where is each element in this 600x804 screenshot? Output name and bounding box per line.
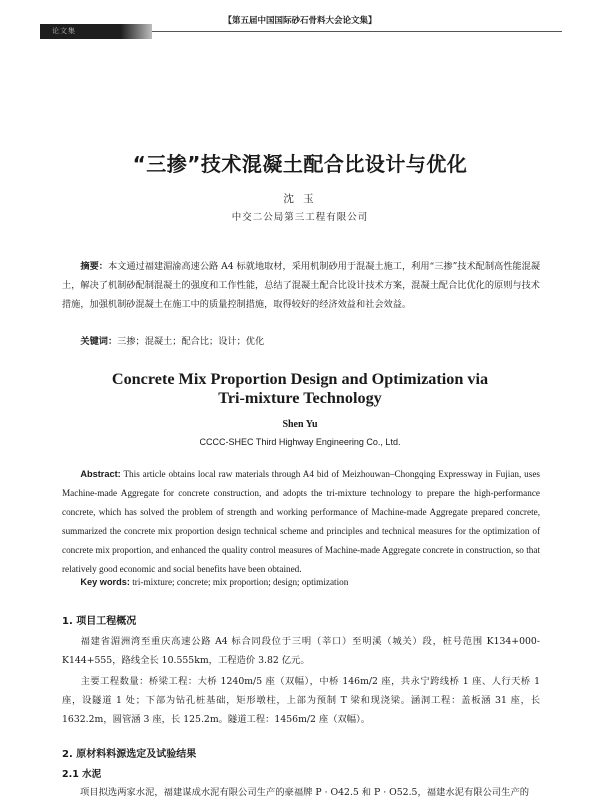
chinese-keywords-text: 三掺；混凝土；配合比；设计；优化 [117, 336, 265, 347]
english-affiliation: CCCC-SHEC Third Highway Engineering Co., Ltd. [199, 437, 401, 447]
running-head: 【第五届中国国际砂石骨料大会论文集】 [223, 16, 377, 26]
english-title [0, 370, 600, 408]
english-keywords [62, 575, 540, 590]
section-2-heading: 2. 原材料料源选定及试验结果 [62, 749, 197, 760]
chinese-abstract [62, 257, 540, 314]
corner-tab [40, 24, 152, 39]
english-keywords-label: Key words: [80, 577, 130, 587]
english-title-line1: Concrete Mix Proportion Design and Optimization via [111, 370, 489, 388]
chinese-keywords [62, 333, 540, 350]
chinese-author: 沈 玉 [283, 193, 317, 205]
english-abstract [62, 465, 540, 579]
corner-tab-text: 论文集 [52, 27, 76, 35]
section-1-paragraph-2: 主要工程数量：桥梁工程：大桥 1240m/5 座（双幅），中桥 146m/2 座，共永宁跨线桥 1 座、人行天桥 1 座，设隧道 1 处；下部为钻孔桩基础，矩形墩柱，上部为预制 T 梁和现浇梁。涵洞工程：盖板涵 31 座，长 1632.2m，圆管涵 3 座，长 125.2m。隧道工程：1456m/2 座（双幅）。 [62, 676, 540, 725]
english-keywords-text: tri-mixture; concrete; mix proportion; design; optimization [129, 577, 349, 587]
english-author: Shen Yu [282, 419, 318, 430]
chinese-abstract-text: 本文通过福建湄渝高速公路 A4 标就地取材，采用机制砂用于混凝土施工，利用“三掺”技术配制高性能混凝土，解决了机制砂配制混凝土的强度和工作性能，总结了混凝土配合比设计技术方案，混凝土配合比优化的原则与技术措施，加强机制砂混凝土在施工中的质量控制措施，取得较好的经济效益和社会效益。 [62, 261, 541, 310]
section-1-paragraph-1: 福建省湄洲湾至重庆高速公路 A4 标合同段位于三明（莘口）至明溪（城关）段，桩号范围 K134+000-K144+555，路线全长 10.555km，工程造价 3.82 亿元。 [62, 636, 540, 666]
header-rule [152, 31, 562, 32]
section-2-1-heading: 2.1 水泥 [62, 769, 102, 780]
english-abstract-text: This article obtains local raw materials through A4 bid of Meizhouwan–Chongqing Expressway in Fujian, uses Machine-made Aggregate for concrete construction, and adopts the tri-mixture technology to prepare the high-performance concrete, which has solved the problem of strength and working performance of Machine-made Aggregate prepared concrete, summarized the concrete mix proportion design technical scheme and principles and technical measures for the optimization of concrete mix proportion, and enhanced the quality control measures of Machine-made Aggregate concrete in construction, so that relatively good economic and social benefits have been obtained. [62, 469, 540, 574]
chinese-keywords-label: 关键词： [80, 336, 118, 347]
section-2-1-paragraph: 项目拟选两家水泥，福建谋成水泥有限公司生产的豪福牌 P · O42.5 和 P · O52.5，福建水泥有限公司生产的 [80, 787, 530, 798]
chinese-title: “三掺”技术混凝土配合比设计与优化 [132, 152, 468, 176]
english-abstract-label: Abstract: [80, 469, 121, 479]
english-title-line2: Tri-mixture Technology [218, 389, 382, 407]
section-1-heading: 1. 项目工程概况 [62, 616, 137, 627]
chinese-affiliation: 中交二公局第三工程有限公司 [231, 212, 369, 223]
chinese-abstract-label: 摘要： [80, 261, 108, 272]
